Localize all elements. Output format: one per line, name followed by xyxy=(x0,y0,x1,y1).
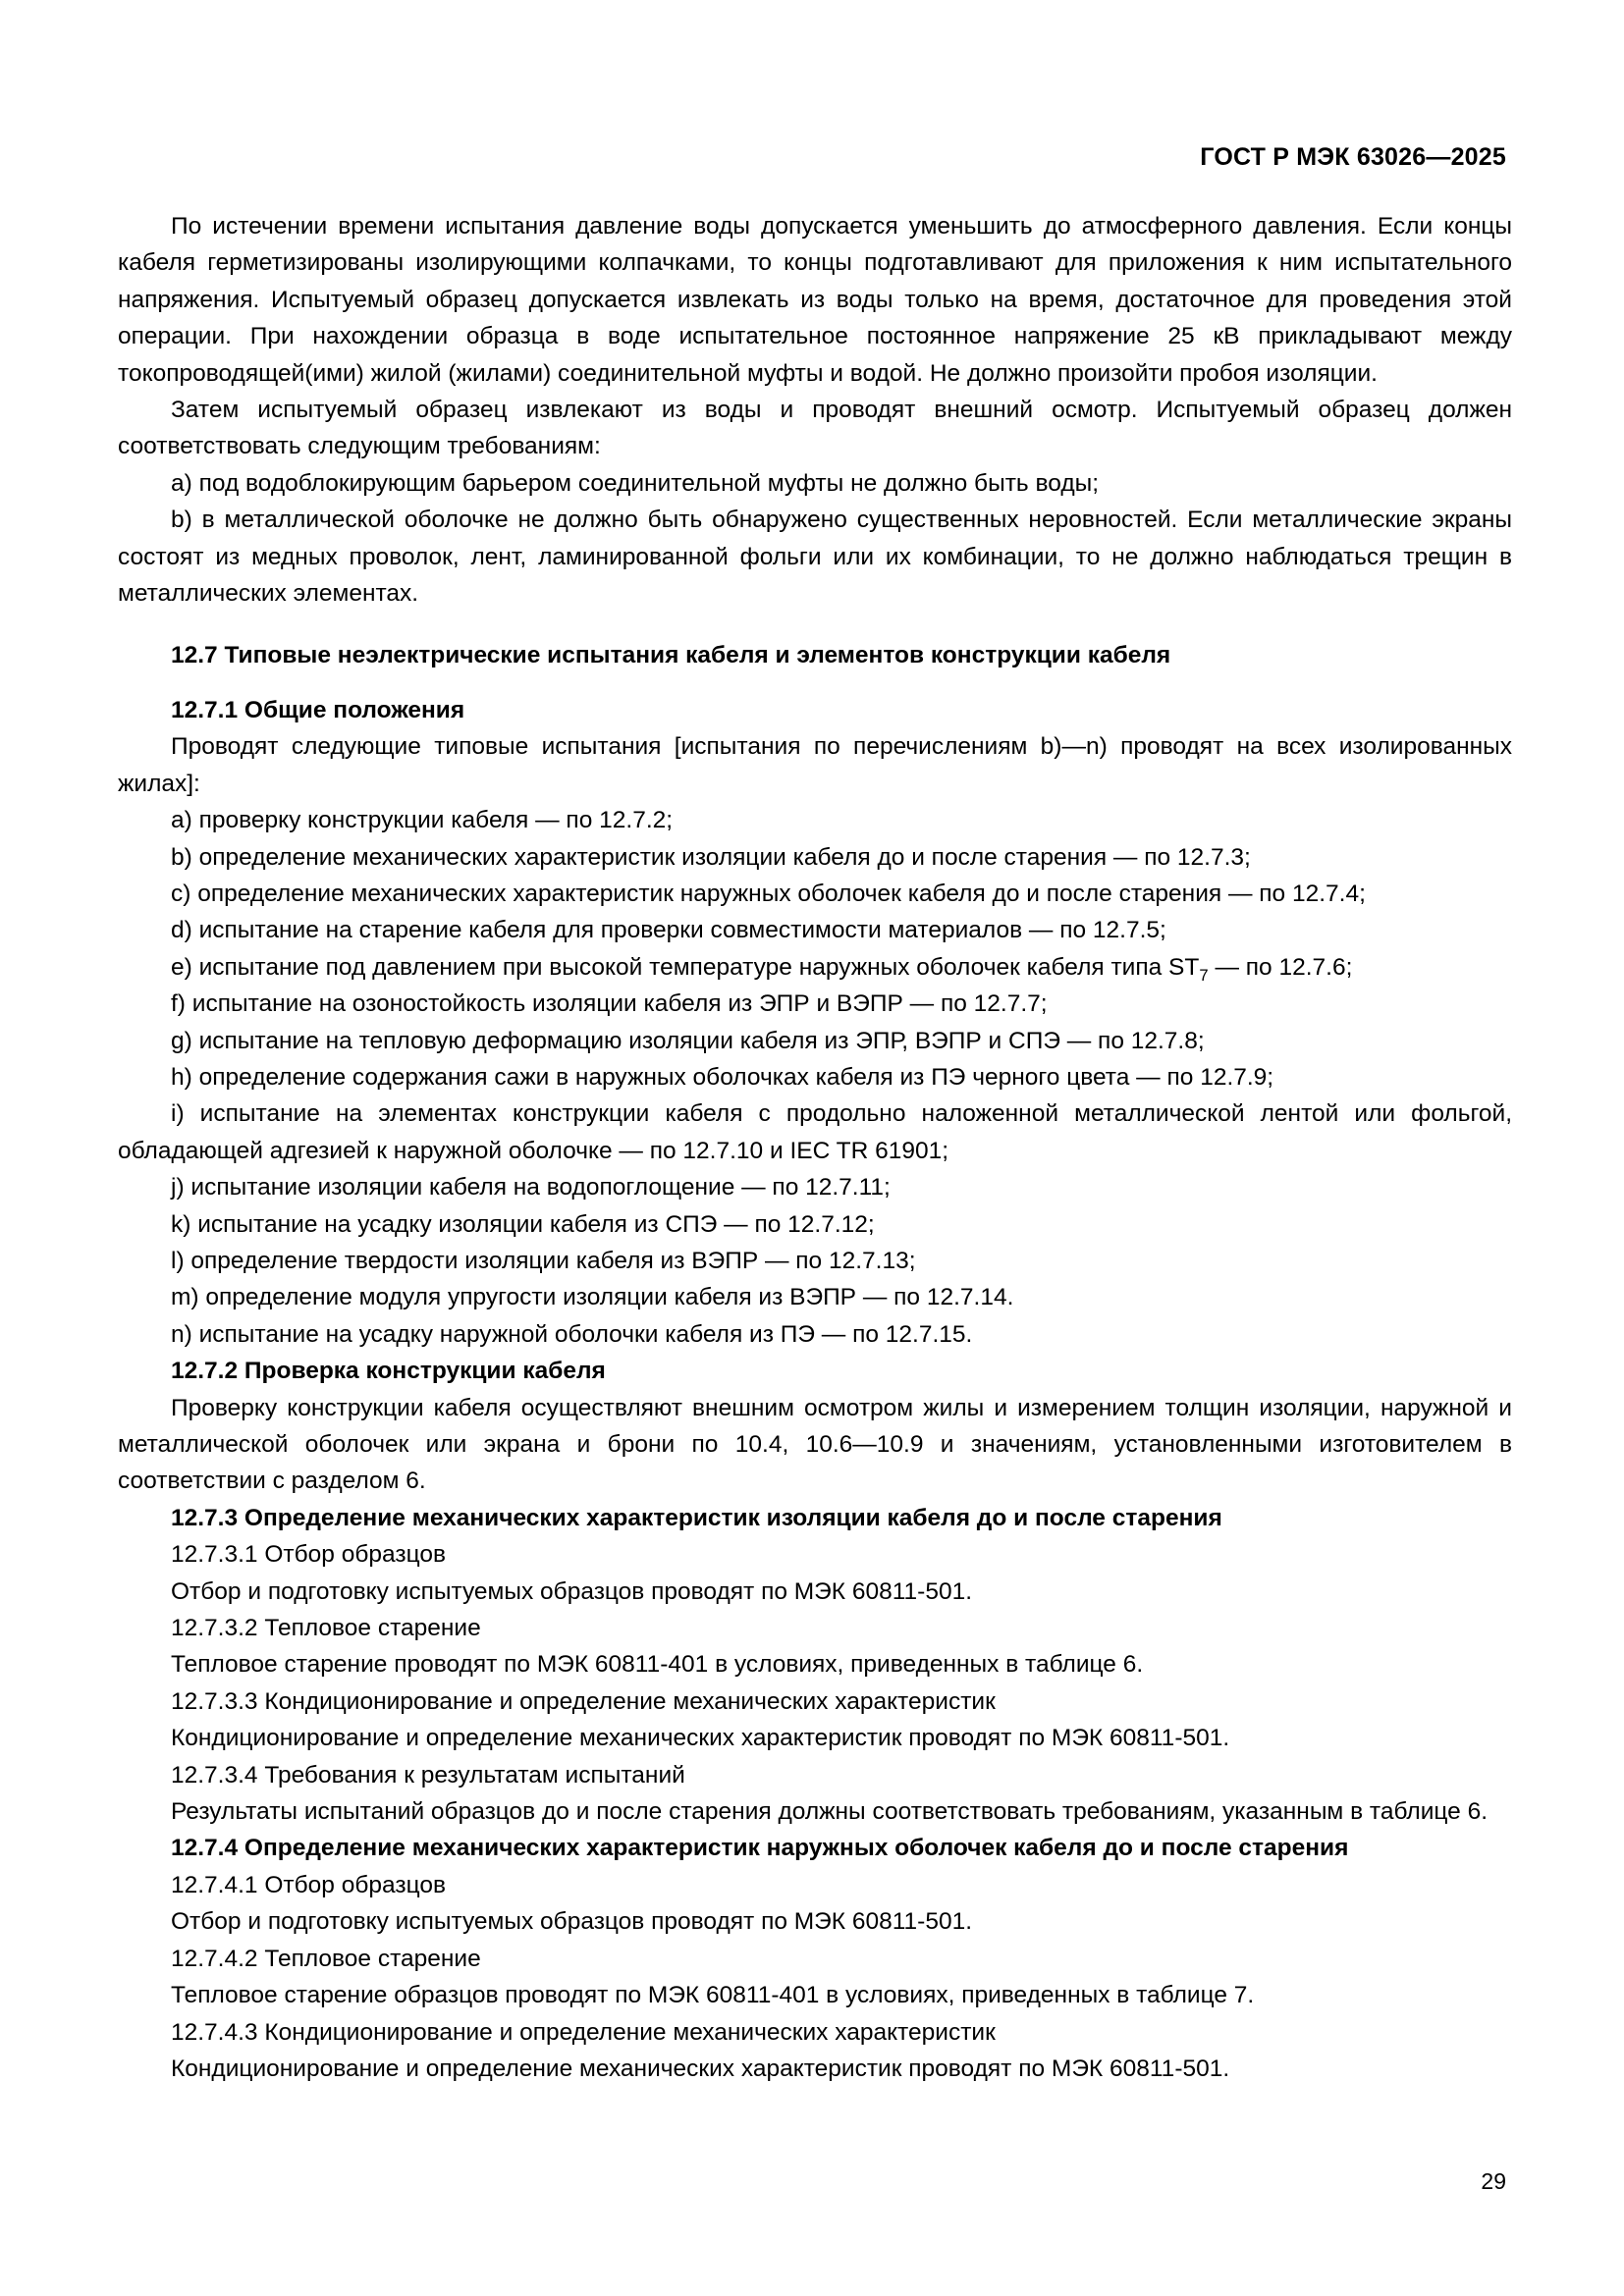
spacer xyxy=(118,674,1512,692)
list-item-l: l) определение твердости изоляции кабеля из ВЭПР — по 12.7.13; xyxy=(171,1247,916,1274)
list-item-d: d) испытание на старение кабеля для проверки совместимости материалов — по 12.7.5; xyxy=(171,917,1166,944)
list-item-e-subscript: 7 xyxy=(1199,965,1209,985)
list-item-e-prefix: e) испытание под давлением при высокой температуре наружных оболочек кабеля типа ST xyxy=(171,953,1200,981)
list-item-f: f) испытание на озоностойкость изоляции кабеля из ЭПР и ВЭПР — по 12.7.7; xyxy=(171,990,1048,1018)
paragraph-12-7-4-3-text: Кондиционирование и определение механических характеристик проводят по МЭК 60811-501. xyxy=(171,2055,1230,2082)
heading-12-7-3-3: 12.7.3.3 Кондиционирование и определение механических характеристик xyxy=(171,1687,996,1715)
page-number: 29 xyxy=(1481,2168,1506,2194)
list-item-c: c) определение механических характеристик наружных оболочек кабеля до и после старения — по 12.7.4; xyxy=(171,880,1366,907)
paragraph-12-7-3-1-text: Отбор и подготовку испытуемых образцов проводят по МЭК 60811-501. xyxy=(171,1577,973,1605)
list-item-i: i) испытание на элементах конструкции кабеля с продольно наложенной металлической лентой или фольгой, обладающей адгезией к наружной оболочке — по 12.7.10 и IEC TR 61901; xyxy=(118,1100,1512,1164)
list-item-b: b) определение механических характеристик изоляции кабеля до и после старения — по 12.7.3; xyxy=(171,843,1251,871)
paragraph-intro: По истечении времени испытания давление воды допускается уменьшить до атмосферного давления. Если концы кабеля герметизированы изолирующими колпачками, то концы подготавливают для приложения к ним испытательного напряжения. Испытуемый образец допускается извлекать из воды только на время, достаточное для проведения этой операции. При нахождении образца в воде испытательное постоянное напряжение 25 кВ прикладывают между токопроводящей(ими) жилой (жилами) соединительной муфты и водой. Не должно произойти пробоя изоляции. xyxy=(118,213,1512,387)
list-item-e-suffix: — по 12.7.6; xyxy=(1208,953,1353,981)
paragraph-12-7-2-text: Проверку конструкции кабеля осуществляют внешним осмотром жилы и измерением толщин изоляции, наружной и металлической оболочек или экрана и брони по 10.4, 10.6—10.9 и значениям, установленными изготовителем в соответствии с разделом 6. xyxy=(118,1394,1512,1495)
paragraph-12-7-3-3-text: Кондиционирование и определение механических характеристик проводят по МЭК 60811-501. xyxy=(171,1725,1230,1752)
list-item-j: j) испытание изоляции кабеля на водопоглощение — по 12.7.11; xyxy=(171,1174,891,1201)
requirement-item-b: b) в металлической оболочке не должно быть обнаружено существенных неровностей. Если металлические экраны состоят из медных проволок, лент, ламинированной фольги или их комбинации, то не должно наблюдаться трещин в металлических элементах. xyxy=(118,507,1512,608)
list-item-k: k) испытание на усадку изоляции кабеля из СПЭ — по 12.7.12; xyxy=(171,1210,875,1238)
heading-12-7-3-4: 12.7.3.4 Требования к результатам испытаний xyxy=(171,1761,685,1789)
paragraph-12-7-4-2-text: Тепловое старение образцов проводят по МЭК 60811-401 в условиях, приведенных в таблице 7. xyxy=(171,1982,1255,2009)
list-item-a: a) проверку конструкции кабеля — по 12.7.2; xyxy=(171,807,674,834)
running-header-standard-number: ГОСТ Р МЭК 63026—2025 xyxy=(1200,143,1506,171)
page-content xyxy=(118,208,1512,2087)
paragraph-12-7-3-2-text: Тепловое старение проводят по МЭК 60811-401 в условиях, приведенных в таблице 6. xyxy=(171,1651,1144,1679)
paragraph-after-test: Затем испытуемый образец извлекают из воды и проводят внешний осмотр. Испытуемый образец должен соответствовать следующим требованиям: xyxy=(118,397,1512,460)
spacer xyxy=(118,612,1512,637)
paragraph-12-7-4-1-text: Отбор и подготовку испытуемых образцов проводят по МЭК 60811-501. xyxy=(171,1908,973,1936)
heading-12-7-1: 12.7.1 Общие положения xyxy=(171,696,465,723)
list-item-h: h) определение содержания сажи в наружных оболочках кабеля из ПЭ черного цвета — по 12.7.9; xyxy=(171,1063,1274,1091)
paragraph-12-7-3-4-text: Результаты испытаний образцов до и после старения должны соответствовать требованиям, указанным в таблице 6. xyxy=(171,1798,1489,1826)
heading-12-7-3: 12.7.3 Определение механических характеристик изоляции кабеля до и после старения xyxy=(171,1504,1222,1531)
heading-12-7-4: 12.7.4 Определение механических характеристик наружных оболочек кабеля до и после старения xyxy=(171,1835,1349,1862)
heading-12-7: 12.7 Типовые неэлектрические испытания кабеля и элементов конструкции кабеля xyxy=(171,642,1171,669)
list-item-m: m) определение модуля упругости изоляции кабеля из ВЭПР — по 12.7.14. xyxy=(171,1284,1014,1311)
heading-12-7-4-1: 12.7.4.1 Отбор образцов xyxy=(171,1871,446,1898)
paragraph-12-7-1-lead: Проводят следующие типовые испытания [испытания по перечислениям b)—n) проводят на всех изолированных жилах]: xyxy=(118,733,1512,797)
heading-12-7-4-3: 12.7.4.3 Кондиционирование и определение механических характеристик xyxy=(171,2018,996,2046)
list-item-e xyxy=(118,949,1512,986)
heading-12-7-2: 12.7.2 Проверка конструкции кабеля xyxy=(171,1358,606,1385)
heading-12-7-4-2: 12.7.4.2 Тепловое старение xyxy=(171,1945,481,1972)
requirement-item-a: a) под водоблокирующим барьером соединительной муфты не должно быть воды; xyxy=(171,469,1100,497)
list-item-n: n) испытание на усадку наружной оболочки кабеля из ПЭ — по 12.7.15. xyxy=(171,1320,973,1348)
list-item-g: g) испытание на тепловую деформацию изоляции кабеля из ЭПР, ВЭПР и СПЭ — по 12.7.8; xyxy=(171,1027,1205,1054)
heading-12-7-3-2: 12.7.3.2 Тепловое старение xyxy=(171,1615,481,1642)
heading-12-7-3-1: 12.7.3.1 Отбор образцов xyxy=(171,1541,446,1569)
